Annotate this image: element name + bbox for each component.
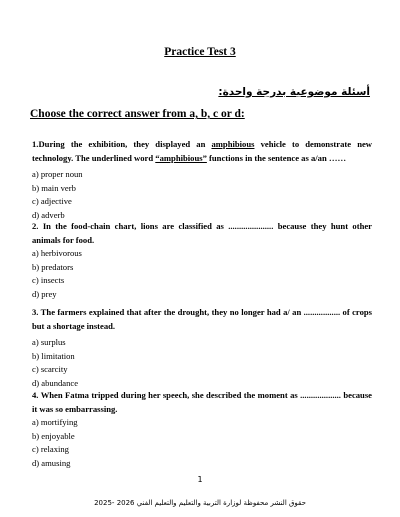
answer-option: b) enjoyable [32, 430, 75, 441]
question-3 [32, 306, 372, 391]
answer-option: c) adjective [32, 196, 72, 207]
answer-option: b) predators [32, 261, 74, 272]
answer-option: d) abundance [32, 377, 79, 388]
answer-option: c) insects [32, 275, 65, 286]
instruction-heading: Choose the correct answer from a, b, c or d: [30, 108, 245, 120]
question-1-text-part: vehicle to demonstrate new technology. The underlined word [32, 139, 372, 163]
question-3-stem: 3. The farmers explained that after the drought, they no longer had a/ an ................. of crops but a shortage instead. [32, 307, 372, 331]
question-4-stem: 4. When Fatma tripped during her speech, she described the moment as ................... because it was so embarrassing. [32, 390, 372, 414]
arabic-section-heading: أسئلة موضوعية بدرجة واحدة: [218, 86, 370, 98]
answer-option: a) herbivorous [32, 248, 82, 259]
question-1-underlined-word: amphibious [211, 139, 255, 149]
answer-option: a) proper noun [32, 169, 83, 180]
answer-option: d) amusing [32, 457, 71, 468]
answer-option: b) limitation [32, 350, 75, 361]
answer-option: d) adverb [32, 209, 65, 220]
answer-option: a) surplus [32, 337, 66, 348]
answer-option: a) mortifying [32, 417, 78, 428]
question-1-quoted-word: “amphibious” [155, 152, 207, 163]
answer-option: c) relaxing [32, 444, 69, 455]
question-1 [32, 138, 372, 223]
question-1-number: 1. [32, 139, 39, 149]
answer-option: d) prey [32, 288, 57, 299]
page-number: 1 [197, 475, 203, 484]
question-1-text-part: functions in the sentence as a/an …… [206, 152, 347, 163]
question-1-text-part: During the exhibition, they displayed an [38, 139, 212, 149]
page-title: Practice Test 3 [164, 46, 236, 58]
question-2 [32, 220, 372, 302]
question-4 [32, 389, 372, 471]
question-2-stem: 2. In the food-chain chart, lions are classified as ..................... because they hunt other animals for food. [32, 221, 372, 245]
answer-option: c) scarcity [32, 364, 68, 375]
copyright-footer: حقوق النشر محفوظة لوزارة التربية والتعليم والتعليم الفني 2026 -2025 [94, 499, 306, 507]
answer-option: b) main verb [32, 182, 76, 193]
question-1-stem [32, 138, 372, 165]
